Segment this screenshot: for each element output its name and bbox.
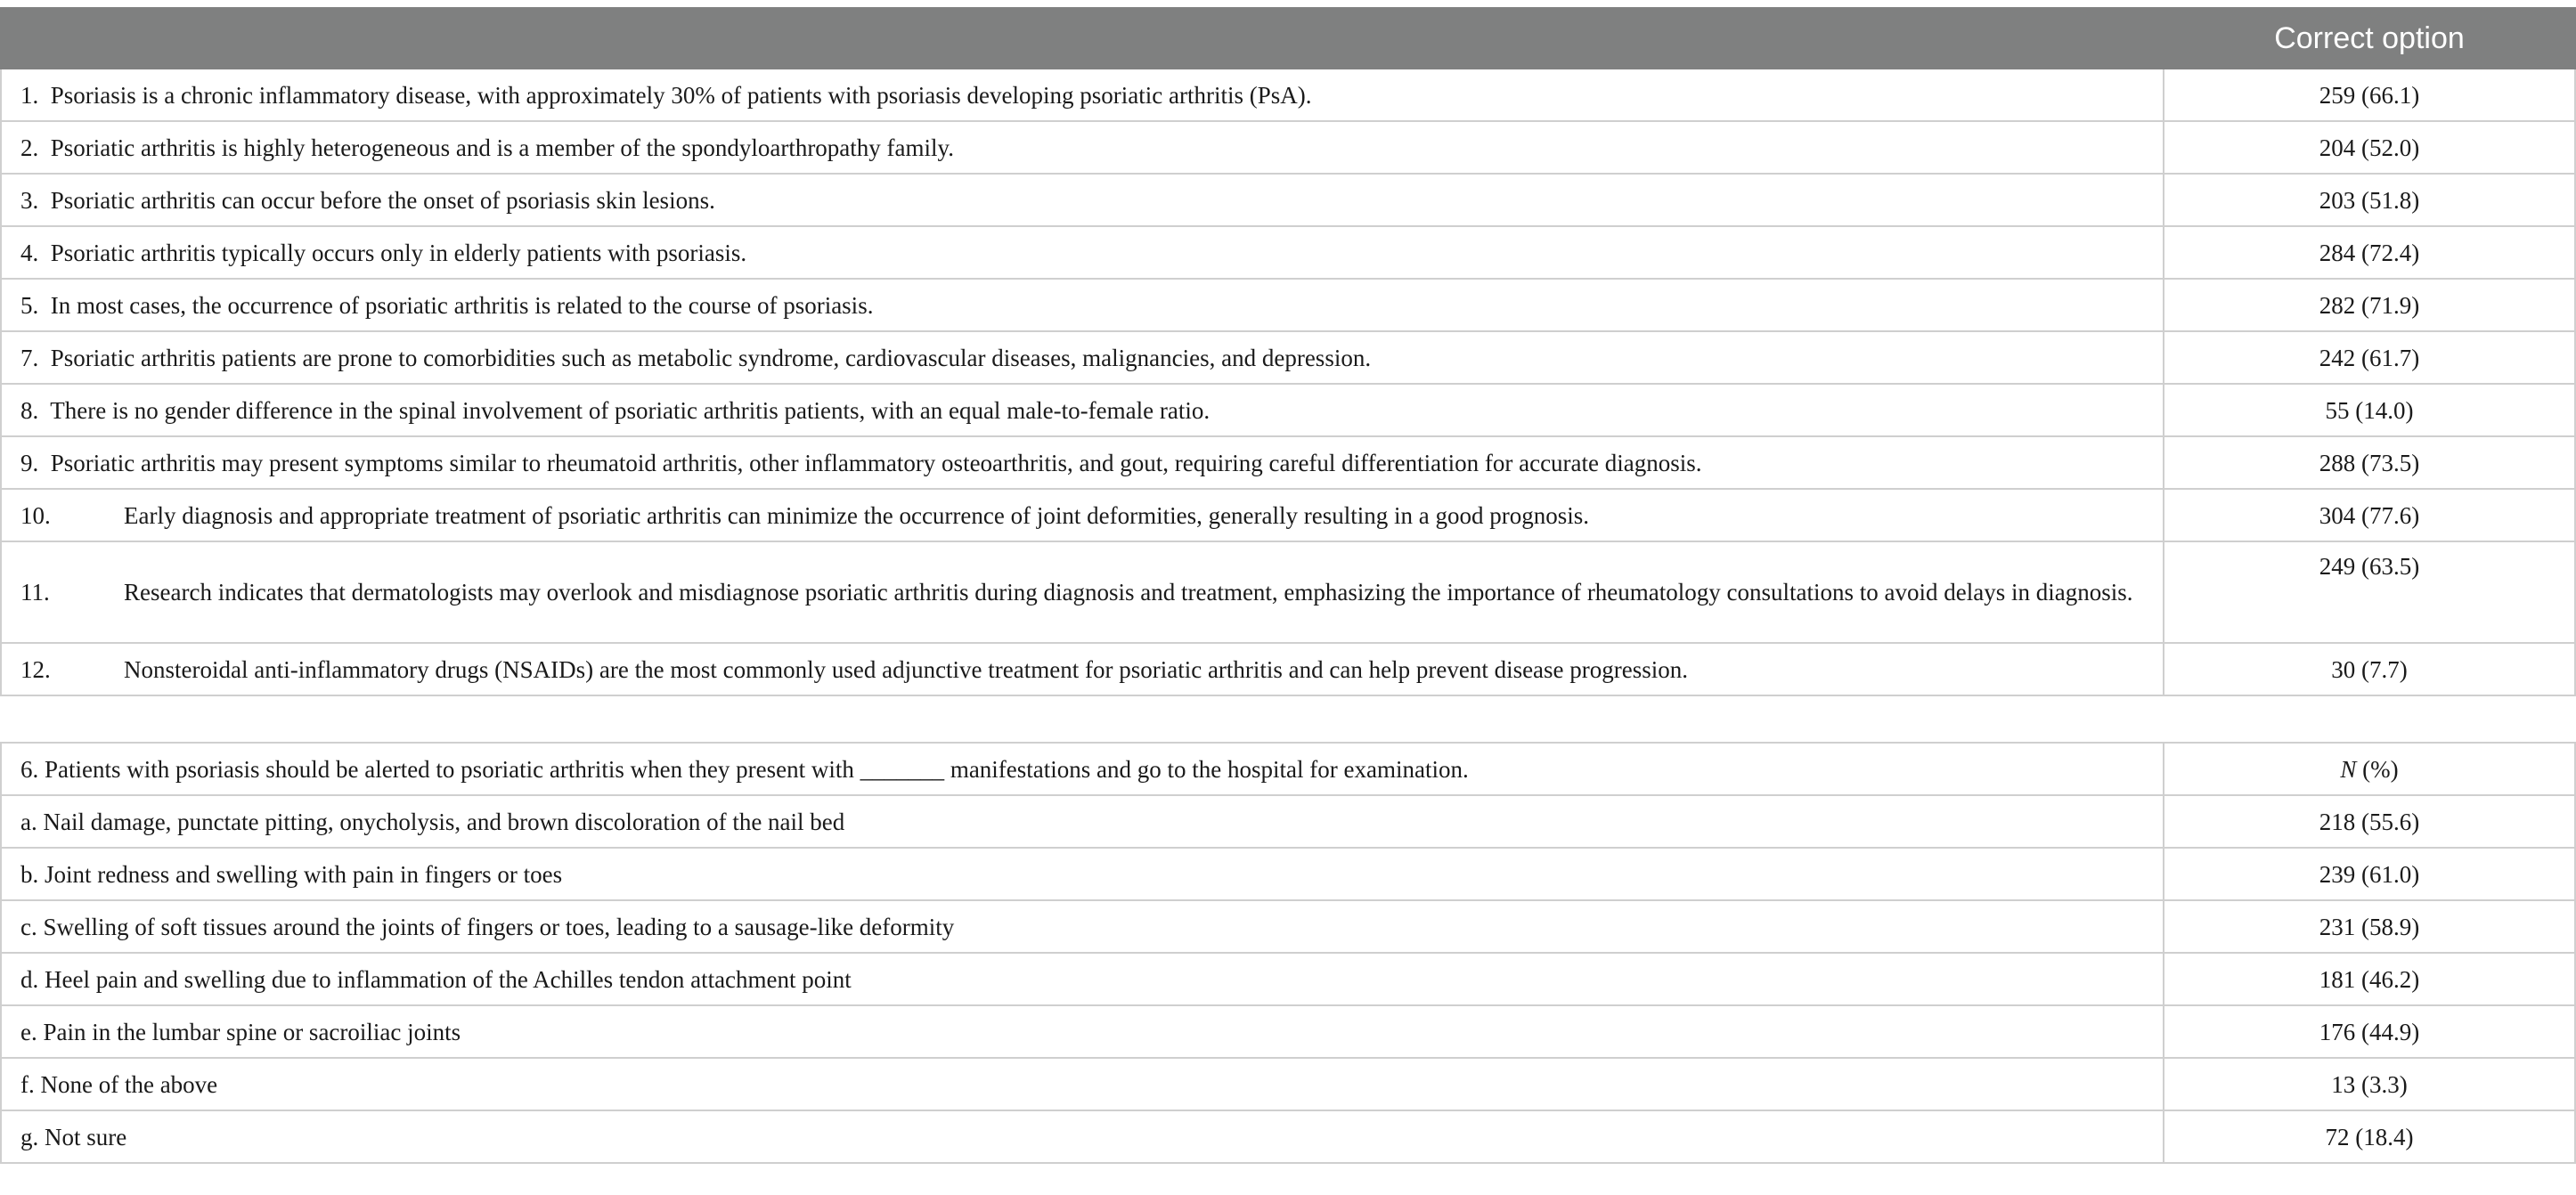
question-column-header [1,8,2164,69]
question-number: 12. [20,655,51,683]
table-row [1,121,2575,174]
correct-count-cell: 282 (71.9) [2164,279,2575,331]
knowledge-table [0,7,2576,696]
n-label: N [2340,755,2357,783]
table-row [1,69,2575,121]
option-count-cell: 239 (61.0) [2164,848,2575,900]
table-row [1,900,2575,953]
question-cell [1,331,2164,384]
question-text: Psoriatic arthritis may present symptoms similar to rheumatoid arthritis, other inflammatory osteoarthritis, and gout, requiring careful differentiation for accurate diagnosis. [50,449,1702,476]
table-row [1,489,2575,541]
question-number: 7. [20,344,39,371]
question-text: Psoriatic arthritis can occur before the onset of psoriasis skin lesions. [50,186,715,214]
correct-option-column-header: Correct option [2164,8,2575,69]
table-row [1,331,2575,384]
question-text: Early diagnosis and appropriate treatment of psoriatic arthritis can minimize the occurrence of joint deformities, generally resulting in a good prognosis. [124,501,1589,529]
question-text: Psoriatic arthritis typically occurs only in elderly patients with psoriasis. [50,239,747,266]
table-row [1,1058,2575,1110]
percent-label: (%) [2356,755,2399,783]
correct-count-cell: 30 (7.7) [2164,643,2575,695]
correct-count-cell: 249 (63.5) [2164,541,2575,643]
table-row [1,953,2575,1005]
option-text: d. Heel pain and swelling due to inflammation of the Achilles tendon attachment point [1,953,2164,1005]
option-count-cell: 72 (18.4) [2164,1110,2575,1163]
question-cell [1,541,2164,643]
question-cell [1,121,2164,174]
question-text: Nonsteroidal anti-inflammatory drugs (NSAIDs) are the most commonly used adjunctive treatment for psoriatic arthritis and can help prevent disease progression. [124,655,1689,683]
manifestation-table [0,742,2576,1164]
correct-count-cell: 288 (73.5) [2164,436,2575,489]
table-row [1,795,2575,848]
question-text: Psoriatic arthritis patients are prone to comorbidities such as metabolic syndrome, cardiovascular diseases, malignancies, and depression. [50,344,1372,371]
question-number: 8. [20,396,39,424]
table-row [1,384,2575,436]
correct-count-cell: 204 (52.0) [2164,121,2575,174]
table-row [1,1110,2575,1163]
question-text: Psoriasis is a chronic inflammatory disease, with approximately 30% of patients with psoriasis developing psoriatic arthritis (PsA). [50,81,1312,109]
option-count-cell: 181 (46.2) [2164,953,2575,1005]
option-count-cell: 231 (58.9) [2164,900,2575,953]
option-count-cell: 176 (44.9) [2164,1005,2575,1058]
option-text: a. Nail damage, punctate pitting, onycholysis, and brown discoloration of the nail bed [1,795,2164,848]
correct-count-cell: 284 (72.4) [2164,226,2575,279]
table-row [1,643,2575,695]
question-cell [1,384,2164,436]
question-number: 5. [20,291,39,319]
table-header-row [1,8,2575,69]
question-six-text: 6. Patients with psoriasis should be alerted to psoriatic arthritis when they present with _______ manifestations and go to the hospital for examination. [1,743,2164,795]
question-number: 11. [20,579,50,606]
question-cell [1,643,2164,695]
question-number: 10. [20,501,51,529]
correct-count-cell: 203 (51.8) [2164,174,2575,226]
option-count-cell: 218 (55.6) [2164,795,2575,848]
table-row [1,848,2575,900]
question-text: Research indicates that dermatologists may overlook and misdiagnose psoriatic arthritis during diagnosis and treatment, emphasizing the importance of rheumatology consultations to avoid delays in diagnosis. [124,579,2133,606]
question-cell [1,226,2164,279]
question-text: In most cases, the occurrence of psoriatic arthritis is related to the course of psoriasis. [50,291,874,319]
question-number: 3. [20,186,39,214]
option-text: f. None of the above [1,1058,2164,1110]
option-count-cell: 13 (3.3) [2164,1058,2575,1110]
correct-count-cell: 304 (77.6) [2164,489,2575,541]
question-cell [1,489,2164,541]
correct-count-cell: 242 (61.7) [2164,331,2575,384]
option-text: b. Joint redness and swelling with pain in fingers or toes [1,848,2164,900]
question-number: 9. [20,449,39,476]
table-row [1,436,2575,489]
question-number: 4. [20,239,39,266]
option-text: c. Swelling of soft tissues around the joints of fingers or toes, leading to a sausage-like deformity [1,900,2164,953]
correct-count-cell: 55 (14.0) [2164,384,2575,436]
table-row [1,279,2575,331]
question-text: There is no gender difference in the spinal involvement of psoriatic arthritis patients, with an equal male-to-female ratio. [50,396,1211,424]
question-cell [1,69,2164,121]
question-text: Psoriatic arthritis is highly heterogeneous and is a member of the spondyloarthropathy family. [50,134,955,161]
question-six-header-row [1,743,2575,795]
correct-count-cell: 259 (66.1) [2164,69,2575,121]
n-percent-header [2164,743,2575,795]
table-row [1,174,2575,226]
table-row [1,226,2575,279]
table-row [1,1005,2575,1058]
question-cell [1,279,2164,331]
table-row [1,541,2575,643]
option-text: e. Pain in the lumbar spine or sacroiliac joints [1,1005,2164,1058]
question-number: 1. [20,81,39,109]
question-cell [1,174,2164,226]
option-text: g. Not sure [1,1110,2164,1163]
question-cell [1,436,2164,489]
question-number: 2. [20,134,39,161]
